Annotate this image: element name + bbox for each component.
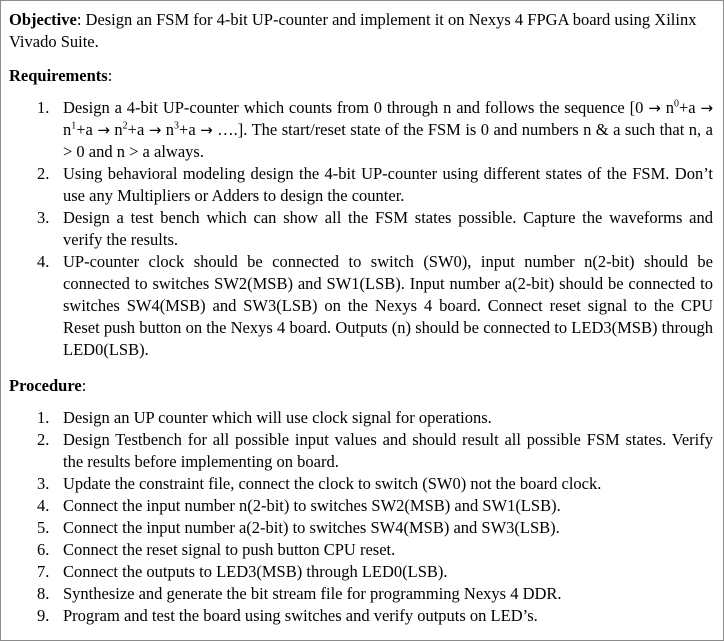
sequence-n: n [165, 120, 175, 139]
requirement-item [37, 207, 713, 251]
objective-paragraph [9, 9, 713, 53]
procedure-text: Connect the input number n(2-bit) to switches SW2(MSB) and SW1(LSB). [63, 496, 561, 515]
sequence-exponent: 1 [71, 120, 77, 132]
procedure-text: Synthesize and generate the bit stream file for programming Nexys 4 DDR. [63, 584, 562, 603]
procedure-heading [9, 375, 713, 397]
objective-text: : Design an FSM for 4-bit UP-counter and implement it on Nexys 4 FPGA board using Xilinx Vivado Suite. [9, 10, 697, 51]
procedure-number: 9. [37, 606, 50, 625]
procedure-item [37, 429, 713, 473]
requirement-item [37, 163, 713, 207]
sequence-plus-a: +a [179, 120, 201, 139]
procedure-text: Program and test the board using switches and verify outputs on LED’s. [63, 606, 538, 625]
procedure-heading-colon: : [81, 376, 87, 395]
procedure-number: 3. [37, 474, 50, 493]
requirements-list [9, 97, 713, 361]
procedure-list [9, 407, 713, 627]
procedure-text: Connect the outputs to LED3(MSB) through LED0(LSB). [63, 562, 448, 581]
sequence-exponent: 3 [174, 120, 180, 132]
procedure-number: 1. [37, 408, 50, 427]
procedure-number: 4. [37, 496, 50, 515]
procedure-item [37, 517, 713, 539]
procedure-item [37, 605, 713, 627]
right-arrow-icon: → [148, 121, 162, 139]
procedure-text: Design Testbench for all possible input values and should result all possible FSM states. Verify the results before implementing on board. [63, 430, 713, 471]
procedure-item [37, 583, 713, 605]
procedure-number: 8. [37, 584, 50, 603]
procedure-text: Update the constraint file, connect the clock to switch (SW0) not the board clock. [63, 474, 602, 493]
procedure-text: Design an UP counter which will use clock signal for operations. [63, 408, 492, 427]
procedure-text: Connect the input number a(2-bit) to switches SW4(MSB) and SW3(LSB). [63, 518, 560, 537]
procedure-number: 5. [37, 518, 50, 537]
sequence-plus-a: +a [127, 120, 149, 139]
requirements-heading [9, 65, 713, 87]
right-arrow-icon: → [97, 121, 110, 139]
sequence-plus-a: +a [678, 98, 701, 117]
sequence-exponent: 0 [673, 98, 679, 110]
requirement-text [63, 97, 713, 163]
procedure-item [37, 561, 713, 583]
sequence-n: n [114, 120, 123, 139]
sequence-n: n [63, 120, 72, 139]
procedure-item [37, 539, 713, 561]
procedure-number: 2. [37, 430, 50, 449]
procedure-text: Connect the reset signal to push button CPU reset. [63, 540, 396, 559]
sequence-plus-a: +a [76, 120, 98, 139]
procedure-item [37, 473, 713, 495]
requirement-item [37, 97, 713, 163]
requirement-number: 2. [37, 164, 50, 183]
procedure-number: 7. [37, 562, 50, 581]
requirements-heading-colon: : [107, 66, 113, 85]
objective-label: Objective [9, 10, 77, 29]
right-arrow-icon: → [648, 99, 661, 117]
requirement-number: 3. [37, 208, 50, 227]
procedure-item [37, 495, 713, 517]
sequence-n: n [665, 98, 674, 117]
requirements-heading-label: Requirements [9, 66, 108, 85]
requirement-text: Using behavioral modeling design the 4-bit UP-counter using different states of the FSM. Don’t use any Multipliers or Adders to design the counter. [63, 164, 713, 205]
requirement-number: 4. [37, 252, 50, 271]
requirement-text: Design a test bench which can show all the FSM states possible. Capture the waveforms and verify the results. [63, 208, 713, 249]
procedure-item [37, 407, 713, 429]
right-arrow-icon: → [700, 99, 714, 117]
sequence-intro: Design a 4-bit UP-counter which counts from 0 through n and follows the sequence [0 [63, 98, 649, 117]
requirement-item [37, 251, 713, 361]
sequence-exponent: 2 [122, 120, 128, 132]
procedure-number: 6. [37, 540, 50, 559]
requirement-text: UP-counter clock should be connected to switch (SW0), input number n(2-bit) should be connected to switches SW2(MSB) and SW1(LSB). Input number a(2-bit) should be connected to switches SW4(MSB) and SW3(LSB) on the Nexys 4 board. Connect reset signal to the CPU Reset push button on the Nexys 4 board. Outputs (n) should be connected to LED3(MSB) through LED0(LSB). [63, 252, 713, 359]
sequence-end: ….]. The start/reset state of the FSM is 0 and numbers n & a such that n, a > 0 and n > a always. [63, 120, 713, 161]
right-arrow-icon: → [200, 121, 213, 139]
procedure-heading-label: Procedure [9, 376, 82, 395]
requirement-number: 1. [37, 98, 50, 117]
